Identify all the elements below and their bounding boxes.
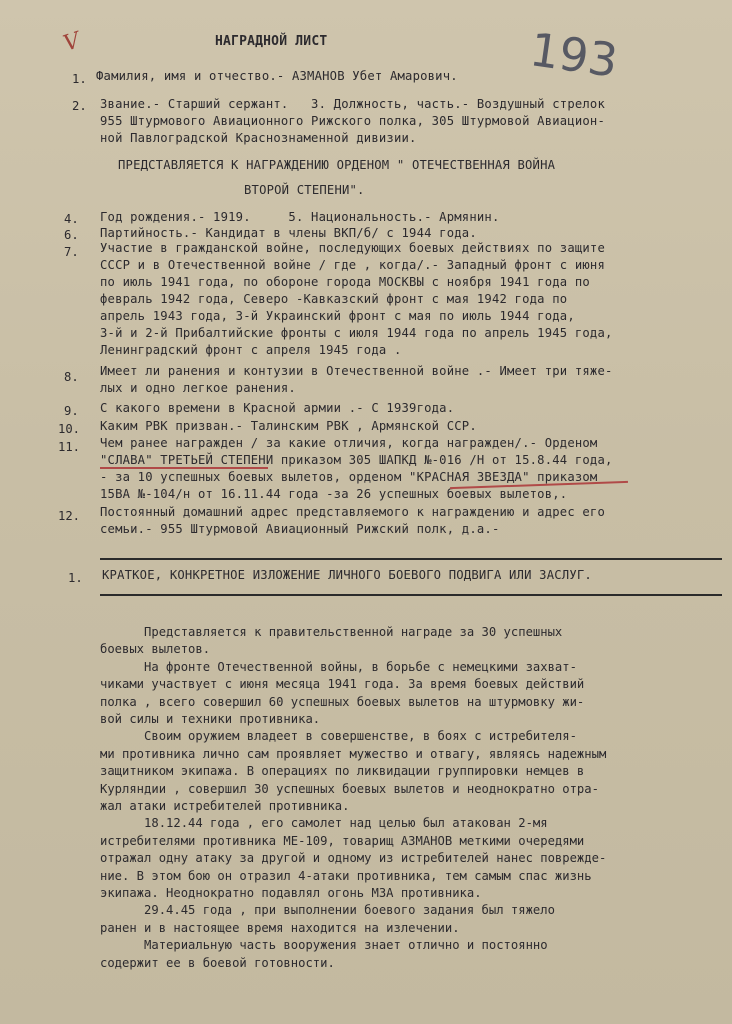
army-since-line: С какого времени в Красной армии .- С 1939года. xyxy=(100,401,455,415)
red-underline xyxy=(100,467,268,469)
section-heading: КРАТКОЕ, КОНКРЕТНОЕ ИЗЛОЖЕНИЕ ЛИЧНОГО БОЕВОГО ПОДВИГА ИЛИ ЗАСЛУГ. xyxy=(102,568,592,582)
address-line: семьи.- 955 Штурмовой Авиационный Рижский полк, д.а.- xyxy=(100,522,500,536)
body-line: 18.12.44 года , его самолет над целью был атакован 2-мя xyxy=(100,816,548,831)
body-line: истребителями противника МЕ-109, товарищ АЗМАНОВ меткими очередями xyxy=(100,833,585,848)
body-line: Представляется к правительственной награде за 30 успешных xyxy=(100,625,563,639)
service-line: СССР и в Отечественной войне / где , когда/.- Западный фронт с июня xyxy=(100,258,606,272)
birth-nationality-line: Год рождения.- 1919. 5. Национальность.- Армянин. xyxy=(100,210,500,224)
division-line: ной Павлоградской Краснознаменной дивизии. xyxy=(100,131,417,145)
full-name-line: Фамилия, имя и отчество.- АЗМАНОВ Убет Амарович. xyxy=(96,69,458,83)
body-line: полка , всего совершил 60 успешных боевых вылетов на штурмовку жи- xyxy=(100,694,585,709)
body-line: вой силы и техники противника. xyxy=(100,712,321,726)
body-line: жал атаки истребителей противника. xyxy=(100,799,350,813)
address-line: Постоянный домашний адрес представляемого к награждению и адрес его xyxy=(100,505,606,519)
item-number: 7. xyxy=(64,245,79,259)
previous-awards-line: - за 10 успешных боевых вылетов, орденом "КРАСНАЯ ЗВЕЗДА" приказом xyxy=(100,470,598,484)
item-number: 6. xyxy=(64,228,79,242)
body-line: чиками участвует с июня месяца 1941 года. За время боевых действий xyxy=(100,677,585,692)
body-line: ми противника лично сам проявляет мужество и отвагу, являясь надежным xyxy=(100,746,607,761)
service-line: февраль 1942 года, Северо -Кавказский фронт с мая 1942 года по xyxy=(100,292,568,306)
section-rule-bottom xyxy=(100,594,722,596)
item-number: 11. xyxy=(58,440,81,454)
handwritten-number: 193 xyxy=(526,22,622,88)
document-title: НАГРАДНОЙ ЛИСТ xyxy=(215,34,328,49)
body-line: отражал одну атаку за другой и одному из истребителей нанес поврежде- xyxy=(100,851,607,866)
item-number: 2. xyxy=(72,99,87,113)
item-number: 1. xyxy=(72,72,87,86)
party-line: Партийность.- Кандидат в члены ВКП/б/ с 1944 года. xyxy=(100,226,477,240)
award-proposal-line: ПРЕДСТАВЛЯЕТСЯ К НАГРАЖДЕНИЮ ОРДЕНОМ " ОТЕЧЕСТВЕННАЯ ВОЙНА xyxy=(118,158,556,172)
item-number: 10. xyxy=(58,422,81,436)
service-line: Ленинградский фронт с апреля 1945 года . xyxy=(100,343,402,357)
body-line: защитником экипажа. В операциях по ликвидации группировки немцев в xyxy=(100,764,585,779)
body-line: На фронте Отечественной войны, в борьбе с немецкими захват- xyxy=(100,659,577,674)
item-number: 4. xyxy=(64,212,79,226)
item-number: 12. xyxy=(58,509,81,523)
section-rule-top xyxy=(100,558,722,560)
item-number: 8. xyxy=(64,370,79,384)
body-line: Курляндии , совершил 30 успешных боевых вылетов и неоднократно отра- xyxy=(100,781,599,796)
body-line: ние. В этом бою он отразил 4-атаки противника, тем самым спас жизнь xyxy=(100,868,592,883)
award-degree-line: ВТОРОЙ СТЕПЕНИ". xyxy=(244,183,365,197)
body-line: 29.4.45 года , при выполнении боевого задания был тяжело xyxy=(100,903,555,918)
body-line: боевых вылетов. xyxy=(100,642,211,657)
corner-pencil-mark: V xyxy=(60,28,84,57)
service-line: Участие в гражданской войне, последующих боевых действиях по защите xyxy=(100,241,606,255)
service-line: апрель 1943 года, 3-й Украинский фронт с мая по июль 1944 года, xyxy=(100,309,575,323)
body-line: ранен и в настоящее время находится на излечении. xyxy=(100,920,460,935)
previous-awards-line: "СЛАВА" ТРЕТЬЕЙ СТЕПЕНИ приказом 305 ШАПКД №-016 /Н от 15.8.44 года, xyxy=(100,453,613,467)
previous-awards-line: Чем ранее награжден / за какие отличия, когда награжден/.- Орденом xyxy=(100,436,598,450)
body-line: экипажа. Неоднократно подавлял огонь МЗА противника. xyxy=(100,886,482,900)
wounds-line: Имеет ли ранения и контузии в Отечественной войне .- Имеет три тяже- xyxy=(100,364,613,378)
body-line: содержит ее в боевой готовности. xyxy=(100,955,335,970)
unit-line: 955 Штурмового Авиационного Рижского полка, 305 Штурмовой Авиацион- xyxy=(100,114,606,128)
service-line: 3-й и 2-й Прибалтийские фронты с июля 1944 года по апрель 1945 года, xyxy=(100,326,613,340)
item-number: 9. xyxy=(64,404,79,418)
previous-awards-line: 15ВА №-104/н от 16.11.44 года -за 26 успешных боевых вылетов,. xyxy=(100,487,568,501)
section-number: 1. xyxy=(68,571,83,585)
service-line: по июль 1941 года, по обороне города МОСКВЫ с ноября 1941 года по xyxy=(100,275,590,289)
body-line: Своим оружием владеет в совершенстве, в боях с истребителя- xyxy=(100,729,577,744)
body-line: Материальную часть вооружения знает отлично и постоянно xyxy=(100,938,548,953)
wounds-line: лых и одно легкое ранения. xyxy=(100,381,296,395)
draft-office-line: Каким РВК призван.- Талинским РВК , Армянской ССР. xyxy=(100,419,477,433)
rank-position-line: Звание.- Старший сержант. 3. Должность, часть.- Воздушный стрелок xyxy=(100,97,606,111)
